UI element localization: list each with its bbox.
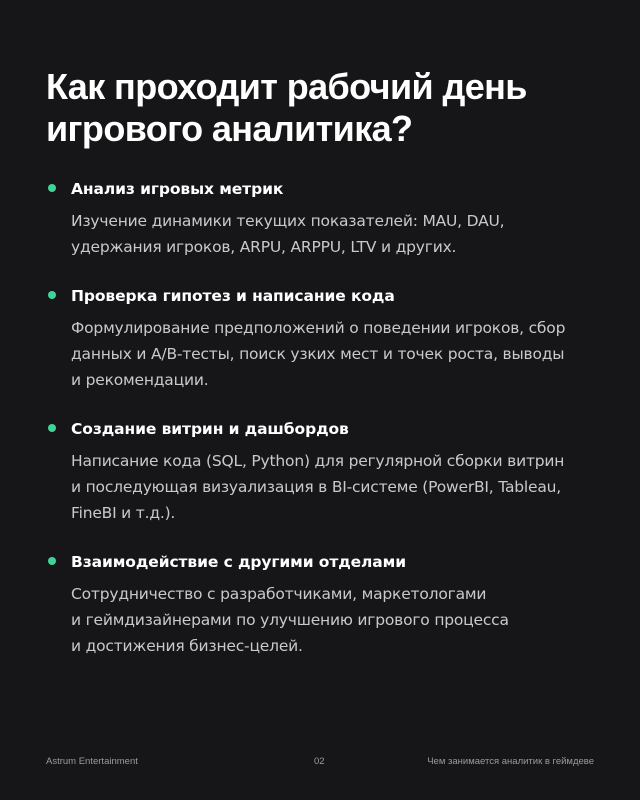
description-line: и рекомендации. bbox=[71, 371, 209, 389]
description-line: Формулирование предположений о поведении игроков, сбор bbox=[71, 319, 566, 337]
page-title bbox=[46, 66, 606, 150]
description-line: данных и A/B-тесты, поиск узких мест и точек роста, выводы bbox=[71, 345, 565, 363]
bullet-dot-icon bbox=[48, 557, 56, 565]
list-item-description bbox=[71, 581, 606, 659]
list-item-description bbox=[71, 448, 606, 526]
description-line: Изучение динамики текущих показателей: MAU, DAU, bbox=[71, 212, 505, 230]
description-line: и достижения бизнес-целей. bbox=[71, 637, 303, 655]
page-title-line-1: Как проходит рабочий день bbox=[46, 66, 527, 107]
description-line: Написание кода (SQL, Python) для регулярной сборки витрин bbox=[71, 452, 565, 470]
bullet-dot-icon bbox=[48, 291, 56, 299]
description-line: Сотрудничество с разработчиками, маркетологами bbox=[71, 585, 487, 603]
footer-page-number: 02 bbox=[314, 756, 325, 767]
description-line: FineBI и т.д.). bbox=[71, 504, 176, 522]
activity-list bbox=[46, 176, 606, 682]
description-line: и последующая визуализация в BI-системе (PowerBI, Tableau, bbox=[71, 478, 561, 496]
list-item-hypothesis-testing bbox=[46, 283, 606, 393]
page-title-line-2: игрового аналитика? bbox=[46, 108, 413, 149]
list-item-heading: Проверка гипотез и написание кода bbox=[71, 287, 395, 305]
list-item-dashboards bbox=[46, 416, 606, 526]
list-item-heading: Создание витрин и дашбордов bbox=[71, 420, 349, 438]
footer-company: Astrum Entertainment bbox=[46, 756, 138, 767]
list-item-metrics-analysis bbox=[46, 176, 606, 260]
bullet-dot-icon bbox=[48, 424, 56, 432]
list-item-heading: Анализ игровых метрик bbox=[71, 180, 284, 198]
list-item-collaboration bbox=[46, 549, 606, 659]
bullet-dot-icon bbox=[48, 184, 56, 192]
footer-topic: Чем занимается аналитик в геймдеве bbox=[427, 756, 594, 767]
list-item-description bbox=[71, 208, 606, 260]
list-item-heading: Взаимодействие с другими отделами bbox=[71, 553, 406, 571]
list-item-description bbox=[71, 315, 606, 393]
description-line: и геймдизайнерами по улучшению игрового процесса bbox=[71, 611, 509, 629]
footer bbox=[46, 755, 594, 769]
description-line: удержания игроков, ARPU, ARPPU, LTV и других. bbox=[71, 238, 457, 256]
